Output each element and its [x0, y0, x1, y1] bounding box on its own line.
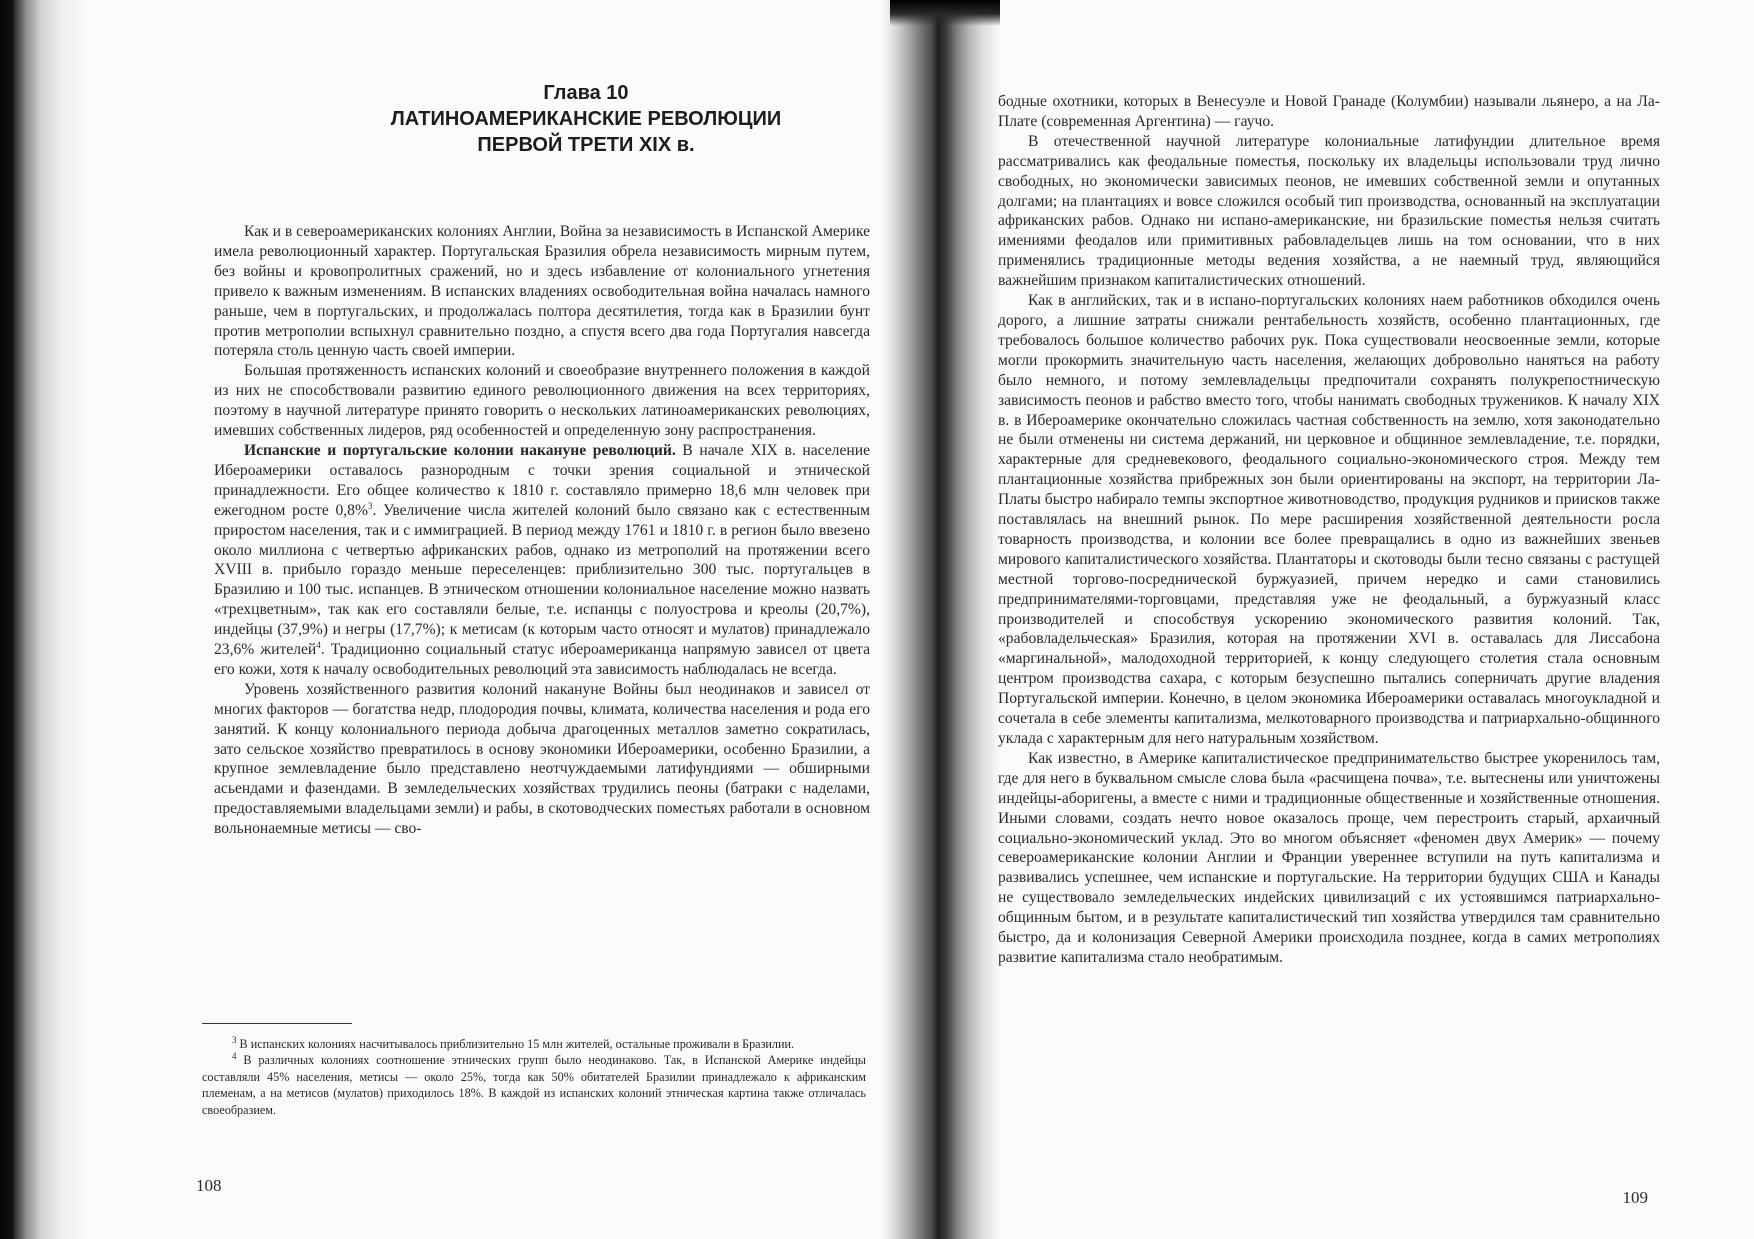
footnote-text: В различных колониях соотношение этнических групп было неодинаково. Так, в Испанской Америке индейцы составляли 45% населения, метисы — около 25%, тогда как 50% обитателей Бразилии принадлежало к африканским племенам, а на метисов (мулатов) приходилось 18%. В каждой из испанских колоний этническая картина также отличалась своеобразием.: [202, 1053, 866, 1117]
paragraph: В отечественной научной литературе колониальные латифундии длительное время рассматривались как феодальные поместья, поскольку их владельцы использовали труд лично свободных, но экономически зависимых пеонов, не имевших собственной земли и опутанных долгами; на плантациях и вовсе сложился особый тип производства, основанный на эксплуатации африканских рабов. Однако ни испано-американские, ни бразильские поместья нельзя считать имениями феодалов или примитивных рабовладельцев лишь на том основании, что в них применялись традиционные методы ведения хозяйства, а не наемный труд, являющийся важнейшим признаком капиталистических отношений.: [998, 132, 1660, 290]
footnote-mark: 4: [232, 1051, 237, 1062]
footnotes: [202, 1036, 866, 1118]
chapter-title-line-2: ПЕРВОЙ ТРЕТИ XIX в.: [477, 134, 695, 156]
paragraph: Как и в североамериканских колониях Англии, Война за независимость в Испанской Америке имела революционный характер. Португальская Бразилия обрела независимость мирным путем, без войны и кровопролитных сражений, но и здесь избавление от колониального угнетения привело к важным изменениям. В испанских владениях освободительная война началась намного раньше, чем в португальских, и продолжалась полтора десятилетия, тогда как в Бразилии бунт против метрополии вспыхнул сравнительно поздно, а спустя всего два года Португалия навсегда потеряла столь ценную часть своей империи.: [214, 223, 871, 360]
paragraph: Как в английских, так и в испано-португальских колониях наем работников обходился очень дорого, а лишние затраты снижали рентабельность хозяйств, особенно плантационных, где требовалось большое количество рабочих рук. Пока существовали неосвоенные земли, которые могли прокормить значительную часть населения, желающих добровольно наняться на работу было немного, и потому землевладельцы предпочитали сохранять полукрепостническую зависимость пеонов и рабство вместо того, чтобы нанимать свободных тружеников. К началу XIX в. в Ибероамерике окончательно сложилась частная собственность на землю, хотя законодательно не были отменены ни система держаний, ни церковное и общинное землевладение, т.е. порядки, характерные для средневекового, феодального социально-экономического строя. Между тем плантационные хозяйства прибрежных зон были ориентированы на экспорт, на территории Ла-Платы быстро набирало темпы экспортное животноводство, продукция рудников и приисков также поставлялась на внешний рынок. По мере расширения хозяйственной деятельности росла товарность производства, и колонии все более превращались в одно из важнейших звеньев мирового капиталистического хозяйства. Плантаторы и скотоводы были тесно связаны с растущей местной торгово-посреднической буржуазией, причем нередко и сами становились предпринимателями-торговцами, представляя уже не феодальный, а буржуазный класс производителей и способствуя ускорению экономического развития колоний. Так, «рабовладельческая» Бразилия, которая на протяжении XVI в. оставалась для Лиссабона «маргинальной», малодоходной территорией, к концу следующего столетия стала основным центром производства сахара, с которым безуспешно пытались соперничать другие владения Португальской империи. Конечно, в целом экономика Ибероамерики оставалась многоукладной и сочетала в себе элементы капитализма, мелкотоварного производства и патриархально-общинного уклада с характерным для него натуральным хозяйством.: [998, 292, 1660, 747]
page-number: 108: [196, 1176, 222, 1195]
paragraph: Как известно, в Америке капиталистическое предпринимательство быстрее укоренилось там, где для него в буквальном смысле слова была «расчищена почва», т.е. вытеснены или уничтожены индейцы-аборигены, а вместе с ними и традиционные общественные и хозяйственные отношения. Иными словами, создать нечто новое оказалось проще, чем перестроить старый, архаичный социально-экономический уклад. Это во многом объясняет «феномен двух Америк» — почему североамериканские колонии Англии и Франции увереннее вступили на путь капитализма и развивались успешнее, чем испанские и португальские. На территории будущих США и Канады не существовало земледельческих индейских цивилизаций с их устоявшимся патриархально-общинным бытом, и в результате капиталистический тип хозяйства утвердился там сравнительно быстро, да и колонизация Северной Америки происходила позднее, когда в самих метрополиях развитие капитализма стало необратимым.: [998, 749, 1660, 966]
chapter-heading: [326, 80, 846, 158]
paragraph-text: . Традиционно социальный статус ибероамериканца напрямую зависел от цвета его кожи, хотя к началу освободительных революций эта зависимость наблюдалась не всегда.: [214, 641, 870, 678]
binding-top-shadow: [890, 0, 1000, 26]
chapter-number: Глава 10: [543, 82, 629, 104]
left-page-body: [214, 222, 870, 839]
footnote-ref-3[interactable]: 3: [367, 500, 373, 511]
paragraph-text: . Увеличение числа жителей колоний было связано как с естественным приростом населения, так и с иммиграцией. В период между 1761 и 1810 г. в регион было ввезено около миллиона с четвертью африканских рабов, однако из метрополий на протяжении всего XVIII в. прибыло гораздо меньше переселенцев: приблизительно 300 тыс. португальцев в Бразилию и 100 тыс. испанцев. В этническом отношении колониальное население можно назвать «трехцветным», так как его составляли белые, т.е. испанцы с полуострова и креолы (20,7%), индейцы (37,9%) и негры (17,7%); к метисам (к которым часто относят и мулатов) принадлежало 23,6% жителей: [214, 501, 870, 659]
paragraph: Большая протяженность испанских колоний и своеобразие внутреннего положения в каждой из них не способствовали развитию единого революционного движения на всех территориях, поэтому в научной литературе принято говорить о нескольких латиноамериканских революциях, имевших собственных лидеров, ряд особенностей и определенную зону распространения.: [214, 362, 870, 440]
paragraph-text: В начале XIX в. население Ибероамерики оставалось разнородным с точки зрения социальной и этнической принадлежности. Его общее количество к 1810 г. составляло примерно 18,6 млн человек при ежегодном росте 0,8%: [214, 441, 870, 519]
right-page: [998, 0, 1660, 1239]
continued-paragraph: бодные охотники, которых в Венесуэле и Новой Гранаде (Колумбии) называли льянеро, а на Ла-Плате (современная Аргентина) — гаучо.: [998, 93, 1660, 130]
section-paragraph: [214, 441, 870, 680]
footnote-3: [202, 1036, 866, 1052]
footnote-text: В испанских колониях насчитывалось приблизительно 15 млн жителей, остальные проживали в Бразилии.: [236, 1037, 795, 1051]
scan-edge-shadow: [0, 0, 90, 1239]
page-number: 109: [1622, 1188, 1648, 1207]
paragraph: Уровень хозяйственного развития колоний накануне Войны был неодинаков и зависел от многих факторов — богатства недр, плодородия почвы, климата, количества населения и рода его занятий. К концу колониального периода добыча драгоценных металлов заметно сократилась, зато сельское хозяйство превратилось в основу экономики Ибероамерики, особенно Бразилии, а крупное землевладение было представлено неотчуждаемыми латифундиями — обширными асьендами и фазендами. В земледельческих хозяйствах трудились пеоны (батраки с наделами, предоставляемыми владельцами земли) и рабы, в скотоводческих поместьях работали в основном вольнонаемные метисы — сво-: [214, 680, 870, 838]
chapter-title-line-1: ЛАТИНОАМЕРИКАНСКИЕ РЕВОЛЮЦИИ: [390, 108, 782, 130]
footnote-4: [202, 1052, 866, 1118]
right-page-body: [998, 92, 1660, 968]
section-heading: Испанские и португальские колонии накануне революций.: [244, 441, 676, 459]
left-page: [196, 0, 870, 1239]
binding-gutter-shadow: [880, 0, 1000, 1239]
footnote-ref-4[interactable]: 4: [316, 639, 321, 650]
footnote-divider: [202, 1023, 352, 1024]
footnote-mark: 3: [232, 1034, 237, 1045]
